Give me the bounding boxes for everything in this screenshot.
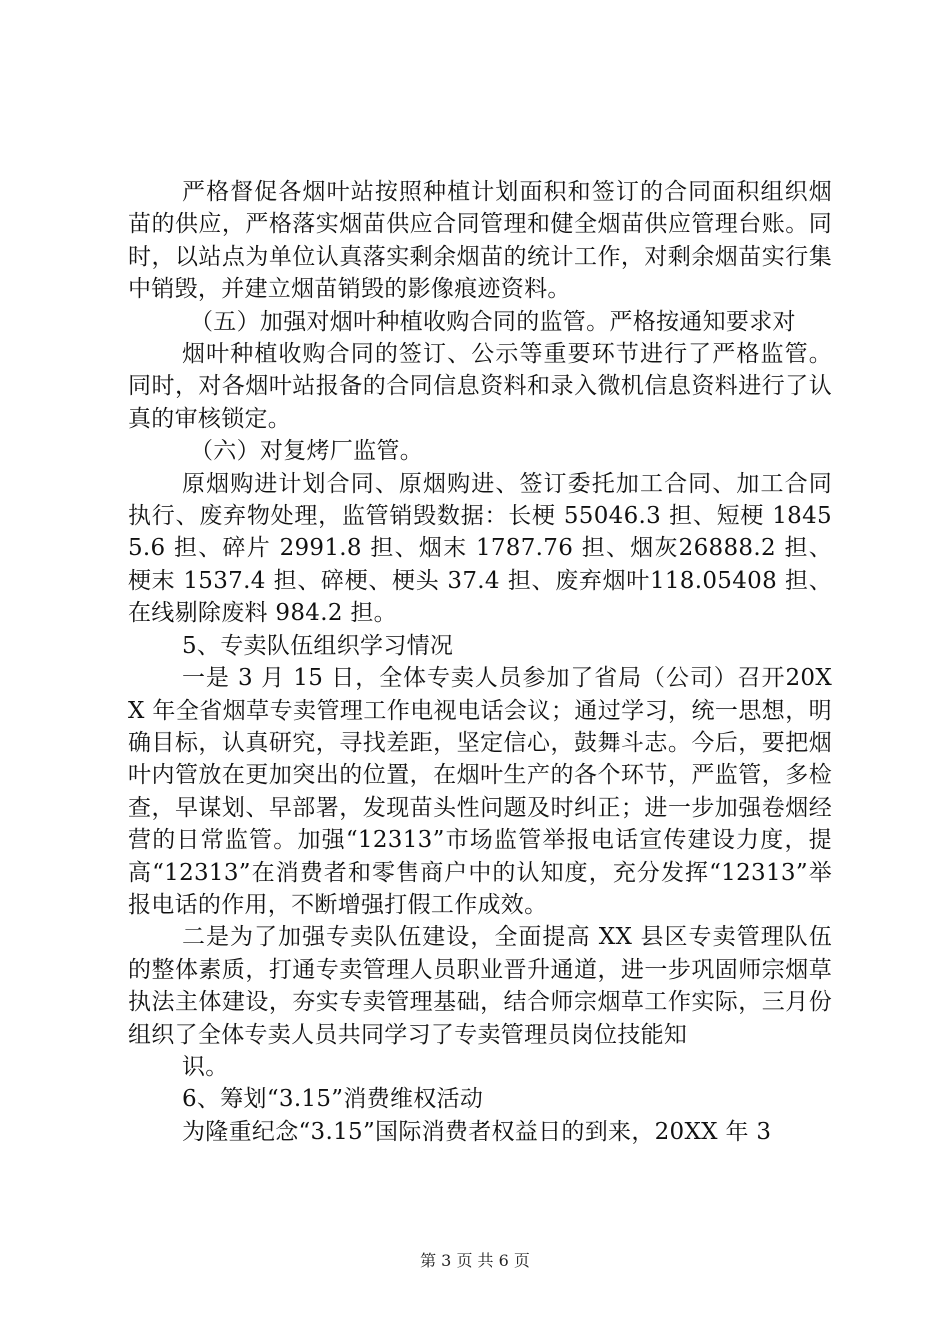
section-heading-consumer-rights: 6、筹划“3.15”消费维权活动 [182, 1086, 484, 1113]
paragraph-consumer-day: 为隆重纪念“3.15”国际消费者权益日的到来，20XX 年 3 [182, 1118, 772, 1145]
section-heading-redrying-plant: （六）对复烤厂监管。 [190, 438, 423, 465]
paragraph-contract-review: 烟叶种植收购合同的签订、公示等重要环节进行了严格监管。同时，对各烟叶站报备的合同信息资料和录入微机信息资料进行了认真的审核锁定。 [128, 341, 832, 432]
paragraph-study-one: 一是 3 月 15 日，全体专卖人员参加了省局（公司）召开20XX 年全省烟草专卖管理工作电视电话会议；通过学习，统一思想，明确目标，认真研究，寻找差距，坚定信心，鼓舞斗志。今后，要把烟叶内管放在更加突出的位置，在烟叶生产的各个环节，严监管，多检查，早谋划、早部署，发现苗头性问题及时纠正；进一步加强卷烟经营的日常监管。加强“12313”市场监管举报电话宣传建设力度，提高“12313”在消费者和零售商户中的认知度，充分发挥“12313”举报电话的作用，不断增强打假工作成效。 [128, 665, 832, 918]
page-number-footer: 第 3 页 共 6 页 [420, 1251, 530, 1270]
section-heading-team-study: 5、专卖队伍组织学习情况 [182, 632, 454, 659]
document-body [128, 176, 832, 1148]
paragraph-destruction-data: 原烟购进计划合同、原烟购进、签订委托加工合同、加工合同执行、废弃物处理，监管销毁数据：长梗 55046.3 担、短梗 18455.6 担、碎片 2991.8 担、烟末 1787.76 担、烟灰26888.2 担、梗末 1537.4 担、碎梗、梗头 37.4 担、废弃烟叶118.05408 担、在线剔除废料 984.2 担。 [128, 470, 832, 627]
paragraph-seedling-supply: 严格督促各烟叶站按照种植计划面积和签订的合同面积组织烟苗的供应，严格落实烟苗供应合同管理和健全烟苗供应管理台账。同时，以站点为单位认真落实剩余烟苗的统计工作，对剩余烟苗实行集中销毁，并建立烟苗销毁的影像痕迹资料。 [128, 179, 832, 303]
section-heading-contract-supervision: （五）加强对烟叶种植收购合同的监管。严格按通知要求对 [190, 308, 796, 335]
paragraph-study-two: 二是为了加强专卖队伍建设，全面提高 XX 县区专卖管理队伍的整体素质，打通专卖管理人员职业晋升通道，进一步巩固师宗烟草执法主体建设，夯实专卖管理基础，结合师宗烟草工作实际，三月份组织了全体专卖人员共同学习了专卖管理员岗位技能知 [128, 924, 832, 1048]
paragraph-continuation: 识。 [182, 1053, 229, 1080]
